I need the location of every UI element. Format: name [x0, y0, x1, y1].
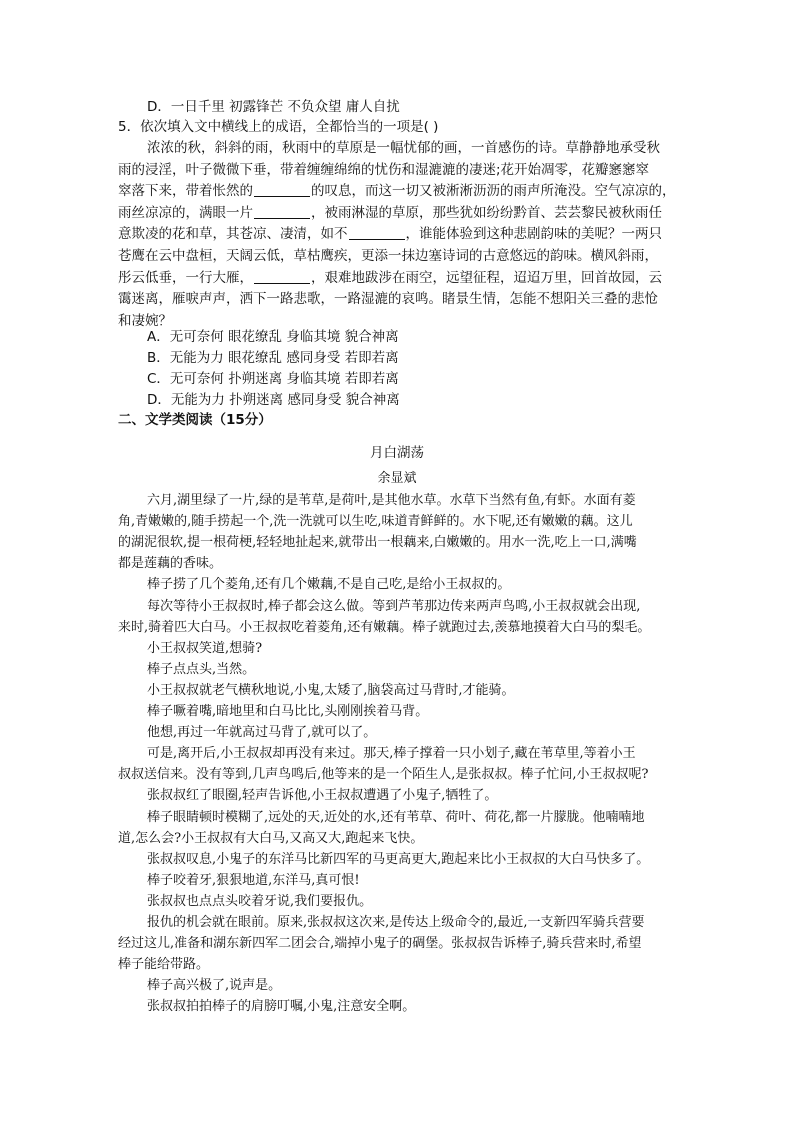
- q5-passage-text: 窣落下来，带着怅然的: [118, 183, 253, 200]
- story-line: 张叔叔拍拍棒子的肩膀叮嘱,小鬼,注意安全啊。: [147, 999, 416, 1015]
- story-line: 棒子噘着嘴,暗地里和白马比比,头刚刚挨着马背。: [147, 704, 429, 719]
- story-line: 道,怎么会?小王叔叔有大白马,又高又大,跑起来飞快。: [118, 830, 424, 846]
- q5-passage-text: 霭迷离，雁唳声声，洒下一路悲歌，一路湿漉的哀鸣。睹景生情，怎能不想阳关三叠的悲怆: [118, 291, 658, 308]
- q5-passage-text: ，艰难地跋涉在雨空，远望征程，迢迢万里，回首故园，云: [311, 269, 662, 286]
- story-line: 他想,再过一年就高过马背了,就可以了。: [147, 725, 377, 741]
- story-line: 经过这儿,准备和湖东新四军二团会合,端掉小鬼子的碉堡。张叔叔告诉棒子,骑兵营来时,希望: [118, 936, 642, 952]
- q5-passage-line: [118, 160, 649, 180]
- q5-option: B．无能为力 眼花缭乱 感同身受 若即若离: [147, 350, 399, 366]
- story-line: 棒子捞了几个菱角,还有几个嫩藕,不是自己吃,是给小王叔叔的。: [147, 577, 511, 593]
- q5-option: A．无可奈何 眼花缭乱 身临其境 貌合神离: [147, 329, 399, 345]
- fill-in-blank: [254, 269, 310, 284]
- story-title: 月白湖荡: [370, 445, 424, 461]
- story-line: 报仇的机会就在眼前。原来,张叔叔这次来,是传达上级命令的,最近,一支新四军骑兵营要: [147, 915, 645, 930]
- section-heading: 二、文学类阅读（15分）: [118, 412, 272, 428]
- story-line: 六月,湖里绿了一片,绿的是苇草,是荷叶,是其他水草。水草下当然有鱼,有虾。水面有菱: [147, 493, 636, 508]
- q5-option: D．无能为力 扑朔迷离 感同身受 貌合神离: [147, 392, 400, 408]
- q5-passage-text: 雨的浸淫，叶子微微下垂，带着缠缠绵绵的忧伤和湿漉漉的凄迷;花开始凋零，花瓣窸窸窣: [118, 161, 650, 178]
- q5-passage-text: 的叹息，而这一切又被淅淅沥沥的雨声所淹没。空气凉凉的，: [311, 183, 676, 200]
- q5-passage-text: 苍鹰在云中盘桓，天阔云低，草枯鹰疾，更添一抹边塞诗词的古意悠远的韵味。横风斜雨，: [118, 248, 658, 264]
- story-line: 张叔叔红了眼圈,轻声告诉他,小王叔叔遭遇了小鬼子,牺牲了。: [147, 788, 498, 804]
- q5-passage-text: 和凄婉？: [118, 312, 172, 329]
- q5-passage-line: [118, 181, 676, 201]
- story-line: 都是莲藕的香味。: [118, 556, 223, 572]
- story-line: 棒子咬着牙,狠狠地道,东洋马,真可恨!: [147, 872, 360, 888]
- q5-passage-text: 彤云低垂，一行大雁，: [118, 269, 253, 286]
- q5-passage-line: [118, 224, 662, 244]
- story-line: 棒子眼睛顿时模糊了,远处的天,近处的水,还有苇草、荷叶、荷花,都一片朦胧。他喃喃地: [147, 809, 645, 825]
- story-author: 余显斌: [377, 471, 417, 486]
- fill-in-blank: [349, 225, 405, 240]
- story-line: 张叔叔也点点头咬着牙说,我们要报仇。: [147, 893, 373, 909]
- fill-in-blank: [254, 204, 310, 219]
- story-line: 小王叔叔就老气横秋地说,小鬼,太矮了,脑袋高过马背时,才能骑。: [147, 682, 515, 698]
- q5-passage-text: 雨丝凉凉的，满眼一片: [118, 204, 253, 221]
- q4-option-d: D．一日千里 初露锋芒 不负众望 庸人自扰: [147, 99, 400, 115]
- story-line: 每次等待小王叔叔时,棒子都会这么做。等到芦苇那边传来两声鸟鸣,小王叔叔就会出现,: [147, 598, 641, 614]
- q5-passage-text: 浓浓的秋，斜斜的雨，秋雨中的草原是一幅忧郁的画，一首感伤的诗。草静静地承受秋: [147, 140, 660, 156]
- q5-passage-line: [118, 246, 658, 266]
- q5-passage-text: ，谁能体验到这种悲剧韵味的美呢？一两只: [405, 226, 662, 243]
- story-line: 张叔叔叹息,小鬼子的东洋马比新四军的马更高更大,跑起来比小王叔叔的大白马快多了。: [147, 851, 650, 867]
- q5-option: C．无可奈何 扑朔迷离 身临其境 若即若离: [147, 371, 399, 387]
- story-line: 的湖泥很软,提一根荷梗,轻轻地扯起来,就带出一根藕来,白嫩嫩的。用水一洗,吃上一口,满嘴: [118, 535, 637, 551]
- fill-in-blank: [254, 182, 310, 197]
- q5-passage-line: [118, 203, 662, 223]
- q5-passage-line: [118, 268, 662, 288]
- q5-passage-text: 意欺凌的花和草，其苍凉、凄清，如不: [118, 226, 348, 243]
- q5-passage-text: ，被雨淋湿的草原，那些犹如纷纷黔首、芸芸黎民被秋雨任: [311, 204, 662, 221]
- story-line: 可是,离开后,小王叔叔却再没有来过。那天,棒子撑着一只小划子,藏在苇草里,等着小王: [147, 746, 636, 762]
- q5-passage-line: [118, 289, 658, 309]
- story-line: 棒子能给带路。: [118, 957, 210, 973]
- q5-passage-line: [147, 138, 660, 158]
- story-line: 棒子点点头,当然。: [147, 661, 256, 677]
- story-line: 叔叔送信来。没有等到,几声鸟鸣后,他等来的是一个陌生人,是张叔叔。棒子忙问,小王叔叔呢?: [118, 767, 649, 783]
- story-line: 来时,骑着匹大白马。小王叔叔吃着菱角,还有嫩藕。棒子就跑过去,羡慕地摸着大白马的梨毛。: [118, 619, 651, 635]
- q5-stem: 5．依次填入文中横线上的成语，全都恰当的一项是( ): [118, 119, 439, 135]
- story-line: 小王叔叔笑道,想骑?: [147, 640, 263, 656]
- story-line: 角,青嫩嫩的,随手捞起一个,洗一洗就可以生吃,味道青鲜鲜的。水下呢,还有嫩嫩的藕。这儿: [118, 514, 633, 530]
- story-line: 棒子高兴极了,说声是。: [147, 978, 282, 994]
